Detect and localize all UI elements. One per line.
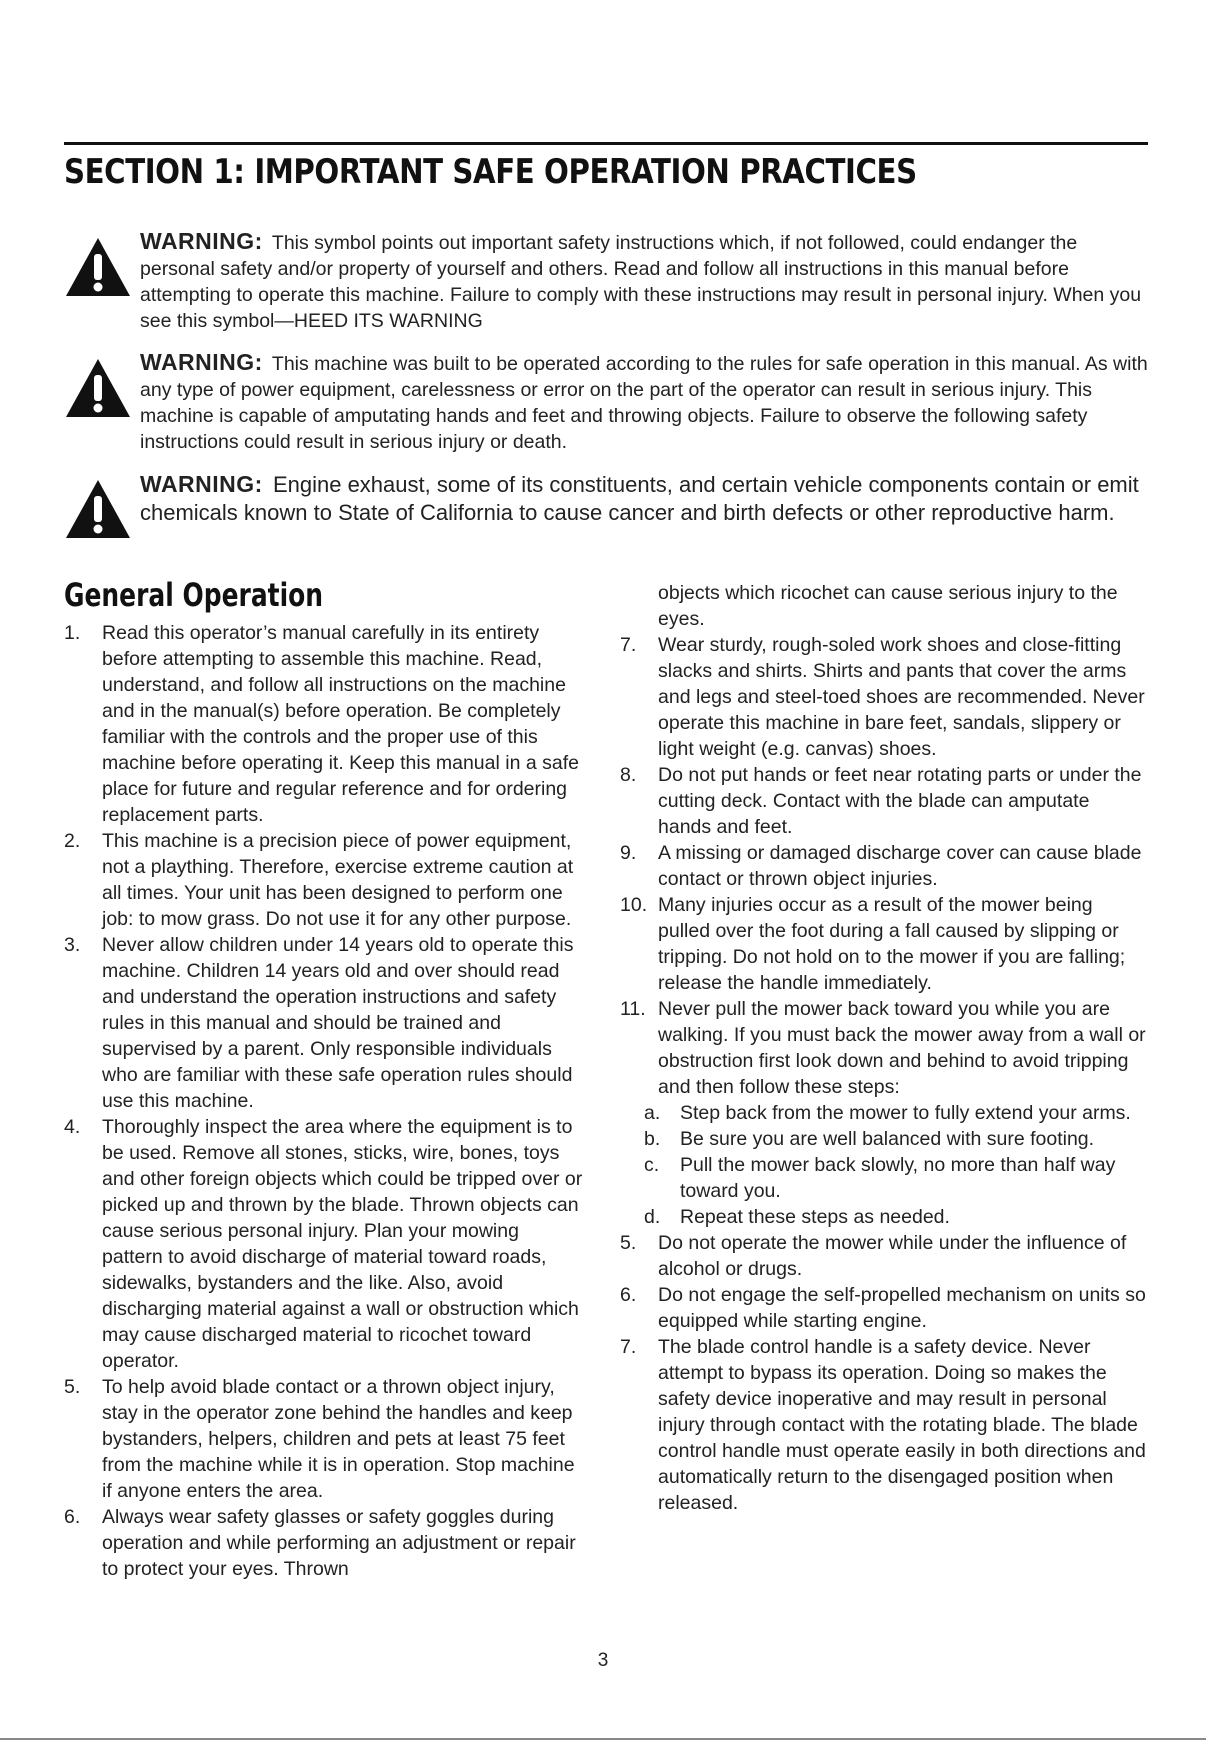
list-item — [620, 1334, 1146, 1516]
item-number: 5. — [64, 1376, 81, 1398]
item-number: 9. — [620, 842, 637, 864]
top-rule — [64, 142, 1148, 145]
list-item — [64, 1504, 584, 1582]
sub-step-text: Pull the mower back slowly, no more than half way toward you. — [680, 1154, 1116, 1202]
bottom-rule — [0, 1738, 1206, 1740]
list-item-continuation — [620, 580, 1146, 632]
left-column — [64, 620, 584, 1582]
list-item — [64, 1114, 584, 1374]
item-text: To help avoid blade contact or a thrown object injury, stay in the operator zone behind the handles and keep bystanders, helpers, children and pets at least 75 feet from the machine while it is in operation. Stop machine if anyone enters the area. — [102, 1376, 575, 1502]
warning-text-3 — [140, 470, 1150, 527]
list-item — [64, 620, 584, 828]
general-operation-title: General Operation — [64, 576, 324, 614]
list-item — [620, 632, 1146, 762]
item-text: The blade control handle is a safety device. Never attempt to bypass its operation. Doing so makes the safety device inoperative and may result in personal injury through contact with the rotating blade. The blade control handle must operate easily in both directions and automatically return to the disengaged position when released. — [658, 1336, 1146, 1514]
item-number: 3. — [64, 934, 81, 956]
sub-step-text: Be sure you are well balanced with sure footing. — [680, 1128, 1095, 1150]
item-text: Do not engage the self-propelled mechanism on units so equipped while starting engine. — [658, 1284, 1146, 1332]
sub-step — [620, 1126, 1146, 1152]
list-item — [620, 996, 1146, 1100]
item-number: 6. — [620, 1284, 637, 1306]
item-number: 6. — [64, 1506, 81, 1528]
item-number: 5. — [620, 1232, 637, 1254]
item-text: A missing or damaged discharge cover can cause blade contact or thrown object injuries. — [658, 842, 1142, 890]
sub-step — [620, 1152, 1146, 1204]
sub-step — [620, 1100, 1146, 1126]
item-text: This machine is a precision piece of power equipment, not a plaything. Therefore, exercise extreme caution at all times. Your unit has been designed to perform one job: to mow grass. Do not use it for any other purpose. — [102, 830, 574, 930]
list-item — [620, 840, 1146, 892]
warning-triangle-icon — [64, 478, 132, 540]
warning-body: This machine was built to be operated according to the rules for safe operation in this manual. As with any type of power equipment, carelessness or error on the part of the operator can result in serious injury. This machine is capable of amputating hands and feet and throwing objects. Failure to observe the following safety instructions could result in serious injury or death. — [140, 353, 1148, 453]
item-text: Do not put hands or feet near rotating parts or under the cutting deck. Contact with the blade can amputate hands and feet. — [658, 764, 1142, 838]
right-column — [620, 580, 1146, 1516]
section-title: SECTION 1: IMPORTANT SAFE OPERATION PRACTICES — [64, 152, 917, 192]
sub-step-text: Repeat these steps as needed. — [680, 1206, 950, 1228]
item-number: 8. — [620, 764, 637, 786]
item-text: Always wear safety glasses or safety goggles during operation and while performing an adjustment or repair to protect your eyes. Thrown — [102, 1506, 576, 1580]
item-number: 7. — [620, 1336, 637, 1358]
page-number: 3 — [597, 1650, 609, 1671]
item-text: Many injuries occur as a result of the mower being pulled over the foot during a fall caused by slipping or tripping. Do not hold on to the mower if you are falling; release the handle immediately. — [658, 894, 1126, 994]
item-text: Do not operate the mower while under the influence of alcohol or drugs. — [658, 1232, 1127, 1280]
item-text: Thoroughly inspect the area where the equipment is to be used. Remove all stones, sticks, wire, bones, toys and other foreign objects which could be tripped over or picked up and thrown by the blade. Thrown objects can cause serious personal injury. Plan your mowing pattern to avoid discharge of material toward roads, sidewalks, bystanders and the like. Also, avoid discharging material against a wall or obstruction which may cause discharged material to ricochet toward operator. — [102, 1116, 583, 1372]
list-item — [64, 932, 584, 1114]
item-number: 1. — [64, 622, 81, 644]
warning-label: WARNING: — [140, 349, 263, 375]
sub-step-letter: b. — [644, 1128, 661, 1150]
warning-triangle-icon — [64, 236, 132, 298]
warning-body: This symbol points out important safety instructions which, if not followed, could endanger the personal safety and/or property of yourself and others. Read and follow all instructions in this manual before attempting to operate this machine. Failure to comply with these instructions may result in personal injury. When you see this symbol—HEED ITS WARNING — [140, 232, 1142, 332]
list-item — [620, 892, 1146, 996]
list-item — [620, 762, 1146, 840]
sub-step-list — [620, 1100, 1146, 1230]
item-number: 4. — [64, 1116, 81, 1138]
item-number: 10. — [620, 894, 648, 916]
list-item — [64, 828, 584, 932]
item-text: objects which ricochet can cause serious injury to the eyes. — [658, 582, 1118, 630]
warning-label: WARNING: — [140, 471, 263, 497]
sub-step-text: Step back from the mower to fully extend your arms. — [680, 1102, 1131, 1124]
warning-text-1 — [140, 228, 1150, 334]
sub-step-letter: d. — [644, 1206, 661, 1228]
item-number: 7. — [620, 634, 637, 656]
sub-step-letter: c. — [644, 1154, 660, 1176]
list-item — [620, 1282, 1146, 1334]
item-text: Never pull the mower back toward you while you are walking. If you must back the mower away from a wall or obstruction first look down and behind to avoid tripping and then follow these steps: — [658, 998, 1146, 1098]
item-text: Wear sturdy, rough-soled work shoes and close-fitting slacks and shirts. Shirts and pants that cover the arms and legs and steel-toed shoes are recommended. Never operate this machine in bare feet, sandals, slippery or light weight (e.g. canvas) shoes. — [658, 634, 1145, 760]
list-item — [620, 1230, 1146, 1282]
item-number: 2. — [64, 830, 81, 852]
warning-text-2 — [140, 349, 1150, 455]
item-text: Read this operator’s manual carefully in its entirety before attempting to assemble this machine. Read, understand, and follow all instructions on the machine and in the manual(s) before operation. Be completely familiar with the controls and the proper use of this machine before operating it. Keep this manual in a safe place for future and regular reference and for ordering replacement parts. — [102, 622, 579, 826]
item-number: 11. — [620, 998, 646, 1020]
warning-body: Engine exhaust, some of its constituents, and certain vehicle components contain or emit chemicals known to State of California to cause cancer and birth defects or other reproductive harm. — [140, 472, 1139, 525]
warning-triangle-icon — [64, 357, 132, 419]
sub-step-letter: a. — [644, 1102, 661, 1124]
sub-step — [620, 1204, 1146, 1230]
item-text: Never allow children under 14 years old to operate this machine. Children 14 years old and over should read and understand the operation instructions and safety rules in this manual and should be trained and supervised by a parent. Only responsible individuals who are familiar with these safe operation rules should use this machine. — [102, 934, 574, 1112]
list-item — [64, 1374, 584, 1504]
warning-label: WARNING: — [140, 228, 263, 254]
